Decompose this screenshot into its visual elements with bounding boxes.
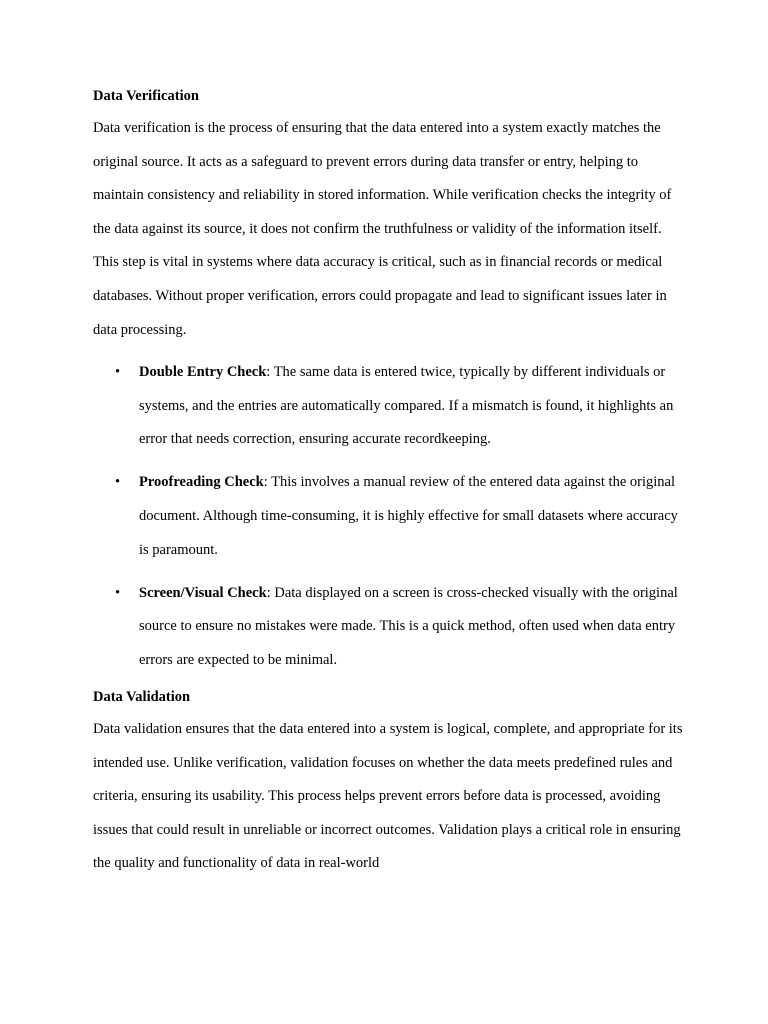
description-double-entry-check: : The same data is entered twice, typically by different individuals or systems, and the entries are automatically compared. If a mismatch is found, it highlights an error that needs correction, ensuring accurate recordkeeping. <box>139 364 674 448</box>
list-item-double-entry-check <box>93 356 683 457</box>
description-proofreading-check: : This involves a manual review of the entered data against the original document. Although time-consuming, it is highly effective for small datasets where accuracy is paramount. <box>139 474 678 558</box>
list-item-proofreading-check <box>93 466 683 567</box>
section-heading-data-validation: Data Validation <box>93 689 191 705</box>
document-page <box>93 86 683 881</box>
term-proofreading-check: Proofreading Check <box>139 474 264 491</box>
term-double-entry-check: Double Entry Check <box>139 364 267 381</box>
bullet-icon: • <box>115 584 121 601</box>
bullet-icon: • <box>115 364 121 381</box>
verification-methods-list <box>93 356 683 677</box>
description-screen-visual-check: : Data displayed on a screen is cross-checked visually with the original source to ensure no mistakes were made. This is a quick method, often used when data entry errors are expected to be minimal. <box>139 584 678 668</box>
section-heading-data-verification: Data Verification <box>93 88 199 104</box>
paragraph-data-validation: Data validation ensures that the data entered into a system is logical, complete, and appropriate for its intended use. Unlike verification, validation focuses on whether the data meets predefined rules and criteria, ensuring its usability. This process helps prevent errors before data is processed, avoiding issues that could result in unreliable or incorrect outcomes. Validation plays a critical role in ensuring the quality and functionality of data in real-world <box>93 721 683 872</box>
list-item-screen-visual-check <box>93 577 683 678</box>
bullet-icon: • <box>115 474 121 491</box>
paragraph-data-verification: Data verification is the process of ensuring that the data entered into a system exactly matches the original source. It acts as a safeguard to prevent errors during data transfer or entry, helping to maintain consistency and reliability in stored information. While verification checks the integrity of the data against its source, it does not confirm the truthfulness or validity of the information itself. This step is vital in systems where data accuracy is critical, such as in financial records or medical databases. Without proper verification, errors could propagate and lead to significant issues later in data processing. <box>93 120 672 338</box>
term-screen-visual-check: Screen/Visual Check <box>139 584 267 601</box>
